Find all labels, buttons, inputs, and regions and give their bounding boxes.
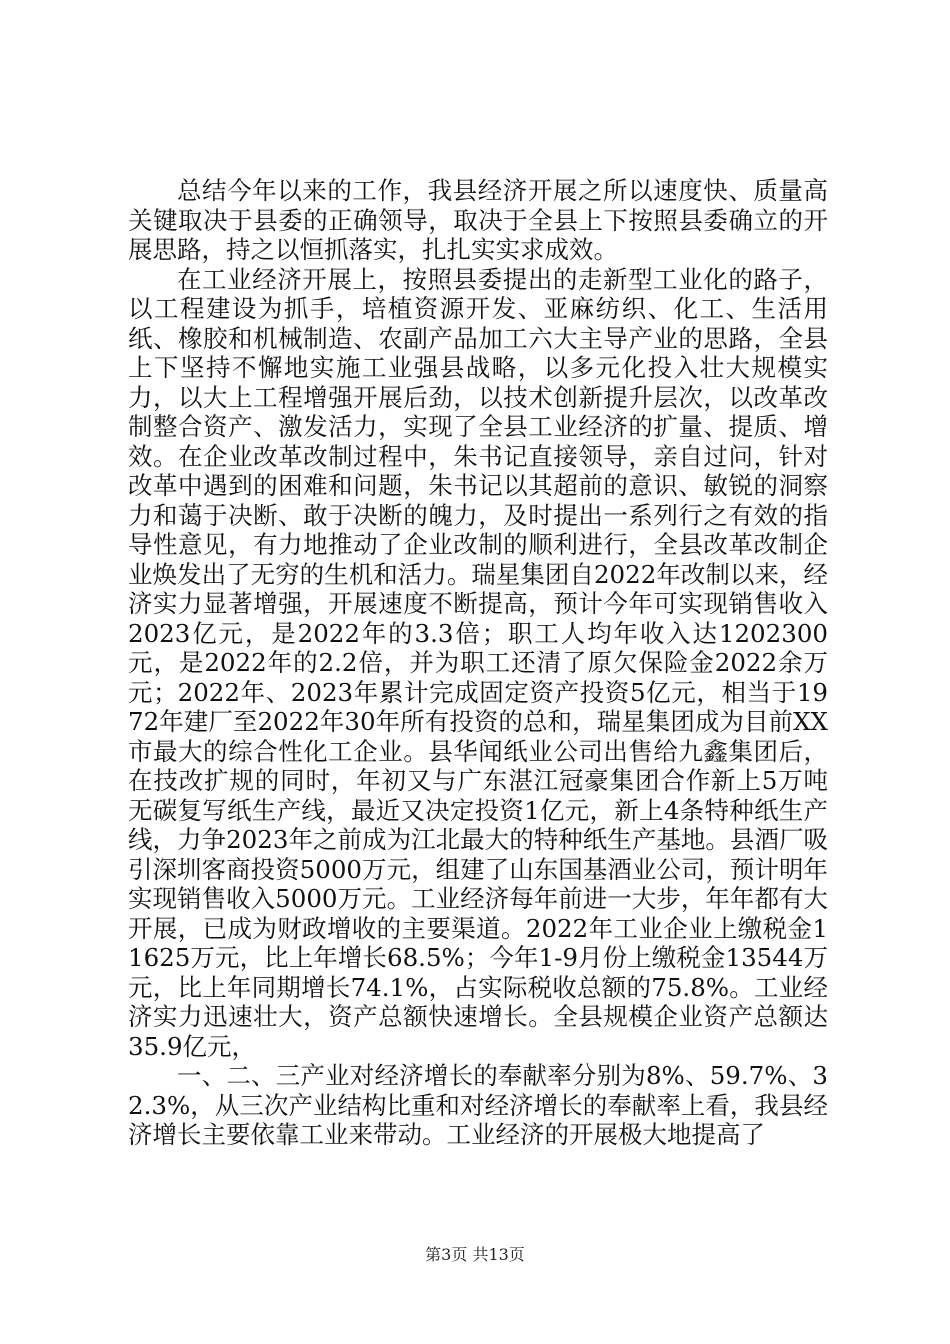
page-footer: 第3页 共13页: [425, 1245, 525, 1264]
paragraph-industry-contribution: 一、二、三产业对经济增长的奉献率分别为8%、59.7%、32.3%，从三次产业结构比重和对经济增长的奉献率上看，我县经济增长主要依靠工业来带动。工业经济的开展极大地提高了: [128, 1061, 828, 1149]
paragraph-industrial-economy: 在工业经济开展上，按照县委提出的走新型工业化的路子，以工程建设为抓手，培植资源开发、亚麻纺织、化工、生活用纸、橡胶和机械制造、农副产品加工六大主导产业的思路，全县上下坚持不懈地实施工业强县战略，以多元化投入壮大规模实力，以大上工程增强开展后劲，以技术创新提升层次，以改革改制整合资产、激发活力，实现了全县工业经济的扩量、提质、增效。在企业改革改制过程中，朱书记直接领导，亲自过问，针对改革中遇到的困难和问题，朱书记以其超前的意识、敏锐的洞察力和蔼于决断、敢于决断的魄力，及时提出一系列行之有效的指导性意见，有力地推动了企业改制的顺利进行，全县改革改制企业焕发出了无穷的生机和活力。瑞星集团自2022年改制以来，经济实力显著增强，开展速度不断提高，预计今年可实现销售收入2023亿元，是2022年的3.3倍；职工人均年收入达1202300元，是2022年的2.2倍，并为职工还清了原欠保险金2022余万元；2022年、2023年累计完成固定资产投资5亿元，相当于1972年建厂至2022年30年所有投资的总和，瑞星集团成为目前XX市最大的综合性化工企业。县华闻纸业公司出售给九鑫集团后，在技改扩规的同时，年初又与广东湛江冠豪集团合作新上5万吨无碳复写纸生产线，最近又决定投资1亿元，新上4条特种纸生产线，力争2023年之前成为江北最大的特种纸生产基地。县酒厂吸引深圳客商投资5000万元，组建了山东国基酒业公司，预计明年实现销售收入5000万元。工业经济每年前进一大步，年年都有大开展，已成为财政增收的主要渠道。2022年工业企业上缴税金11625万元，比上年增长68.5%；今年1-9月份上缴税金13544万元，比上年同期增长74.1%，占实际税收总额的75.8%。工业经济实力迅速壮大，资产总额快速增长。全县规模企业资产总额达35.9亿元，: [128, 264, 828, 1061]
document-body: [128, 176, 828, 1150]
paragraph-summary: 总结今年以来的工作，我县经济开展之所以速度快、质量高关键取决于县委的正确领导，取决于全县上下按照县委确立的开展思路，持之以恒抓落实，扎扎实实求成效。: [128, 176, 828, 264]
